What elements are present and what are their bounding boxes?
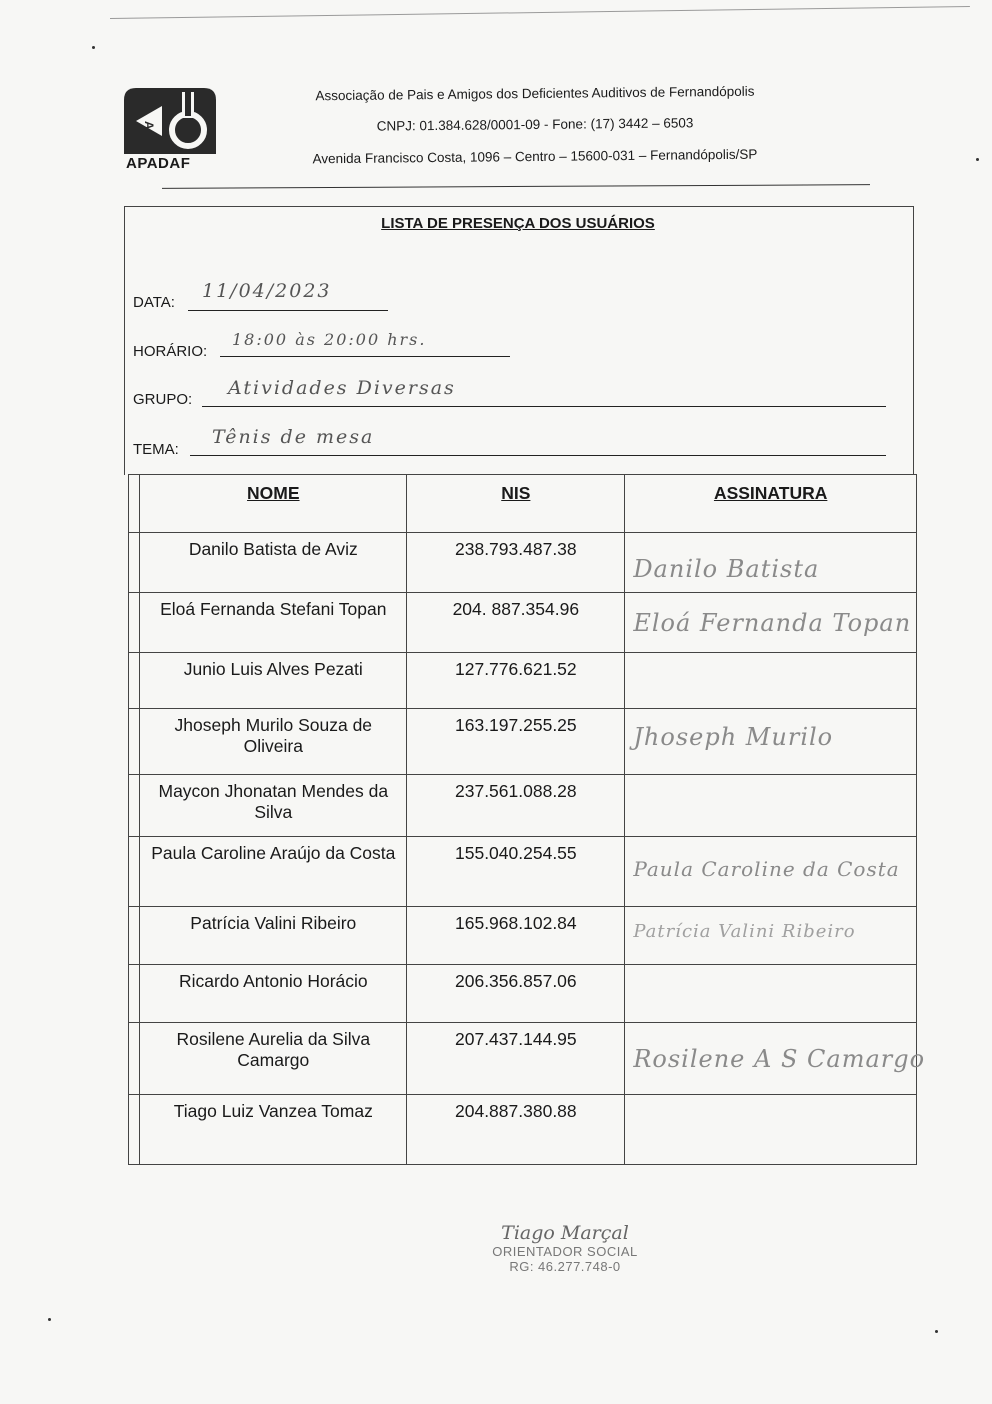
signature-cell: [625, 593, 917, 653]
table-row: [129, 1095, 917, 1165]
table-row: [129, 775, 917, 837]
nome-cell: Ricardo Antonio Horácio: [140, 965, 407, 1023]
horario-value: 18:00 às 20:00 hrs.: [232, 330, 427, 349]
list-title: LISTA DE PRESENÇA DOS USUÁRIOS: [381, 215, 655, 232]
nome-cell: Rosilene Aurelia da Silva Camargo: [140, 1023, 407, 1095]
attendance-table: [128, 474, 926, 1165]
table-row: [129, 907, 917, 965]
header-divider: [162, 184, 870, 189]
table-row: [129, 653, 917, 709]
row-margin-cell: [129, 837, 140, 907]
scan-speck: [976, 158, 979, 161]
signature-cell: [625, 775, 917, 837]
signature: Danilo Batista: [633, 555, 820, 583]
scan-speck: [92, 46, 95, 49]
official-stamp: [470, 1222, 660, 1274]
table-row: [129, 593, 917, 653]
address: Avenida Francisco Costa, 1096 – Centro – 15600-031 – Fernandópolis/SP: [312, 146, 758, 167]
row-margin-cell: [129, 965, 140, 1023]
header-assinatura: ASSINATURA: [625, 475, 917, 533]
nis-cell: 206.356.857.06: [407, 965, 625, 1023]
nis-cell: 165.968.102.84: [407, 907, 625, 965]
signature-cell: [625, 1023, 926, 1095]
table-header-row: [129, 475, 917, 533]
signature-cell: [625, 837, 917, 907]
nome-cell: Eloá Fernanda Stefani Topan: [140, 593, 407, 653]
row-margin-cell: [129, 1023, 140, 1095]
row-margin-cell: [129, 653, 140, 709]
nome-cell: Junio Luis Alves Pezati: [140, 653, 407, 709]
data-label: DATA:: [133, 294, 175, 311]
tema-value: Tênis de mesa: [212, 426, 375, 448]
row-margin-cell: [129, 593, 140, 653]
nome-cell: Danilo Batista de Aviz: [140, 533, 407, 593]
header-nis: NIS: [407, 475, 625, 533]
horario-label: HORÁRIO:: [133, 343, 208, 360]
signature: Jhoseph Murilo: [633, 723, 834, 751]
stamp-role: ORIENTADOR SOCIAL: [492, 1244, 638, 1259]
data-value: 11/04/2023: [202, 280, 332, 302]
nis-cell: 238.793.487.38: [407, 533, 625, 593]
row-margin-cell: [129, 1095, 140, 1165]
row-margin-cell: [129, 475, 140, 533]
row-margin-cell: [129, 907, 140, 965]
signature-cell: [625, 907, 917, 965]
table-row: [129, 1023, 917, 1095]
signature: Rosilene A S Camargo: [633, 1045, 926, 1073]
cnpj-phone: CNPJ: 01.384.628/0001-09 - Fone: (17) 3442 – 6503: [376, 115, 694, 134]
horario-line: [220, 356, 510, 357]
signature: Paula Caroline da Costa: [633, 857, 900, 881]
nome-cell: Tiago Luiz Vanzea Tomaz: [140, 1095, 407, 1165]
signature-cell: [625, 533, 917, 593]
logo-text: APADAF: [126, 155, 191, 172]
svg-text:A: A: [142, 121, 156, 130]
grupo-label: GRUPO:: [133, 391, 193, 408]
tema-label: TEMA:: [133, 441, 179, 458]
stamp-rg: RG: 46.277.748-0: [509, 1259, 621, 1274]
nis-cell: 204.887.380.88: [407, 1095, 625, 1165]
scan-speck: [48, 1318, 51, 1321]
stamp-name: Tiago Marçal: [501, 1222, 629, 1244]
grupo-value: Atividades Diversas: [228, 377, 456, 399]
nis-cell: 207.437.144.95: [407, 1023, 625, 1095]
nome-cell: Maycon Jhonatan Mendes da Silva: [140, 775, 407, 837]
data-line: [188, 310, 388, 311]
signature-cell: [625, 653, 917, 709]
signature: Eloá Fernanda Topan: [633, 609, 912, 637]
table-row: [129, 533, 917, 593]
row-margin-cell: [129, 775, 140, 837]
table-row: [129, 837, 917, 907]
nome-cell: Patrícia Valini Ribeiro: [140, 907, 407, 965]
nis-cell: 237.561.088.28: [407, 775, 625, 837]
scan-edge-line: [110, 6, 970, 19]
table-row: [129, 965, 917, 1023]
nis-cell: 204. 887.354.96: [407, 593, 625, 653]
signature-cell: [625, 1095, 917, 1165]
organization-name: Associação de Pais e Amigos dos Deficientes Auditivos de Fernandópolis: [315, 83, 755, 104]
tema-line: [190, 455, 886, 456]
table-row: [129, 709, 917, 775]
signature-cell: [625, 709, 917, 775]
header-nome: NOME: [140, 475, 407, 533]
signature: Patrícia Valini Ribeiro: [633, 921, 856, 942]
nome-cell: Paula Caroline Araújo da Costa: [140, 837, 407, 907]
row-margin-cell: [129, 533, 140, 593]
row-margin-cell: [129, 709, 140, 775]
nome-cell: Jhoseph Murilo Souza de Oliveira: [140, 709, 407, 775]
nis-cell: 155.040.254.55: [407, 837, 625, 907]
nis-cell: 163.197.255.25: [407, 709, 625, 775]
signature-cell: [625, 965, 917, 1023]
grupo-line: [202, 406, 886, 407]
nis-cell: 127.776.621.52: [407, 653, 625, 709]
scan-speck: [935, 1330, 938, 1333]
